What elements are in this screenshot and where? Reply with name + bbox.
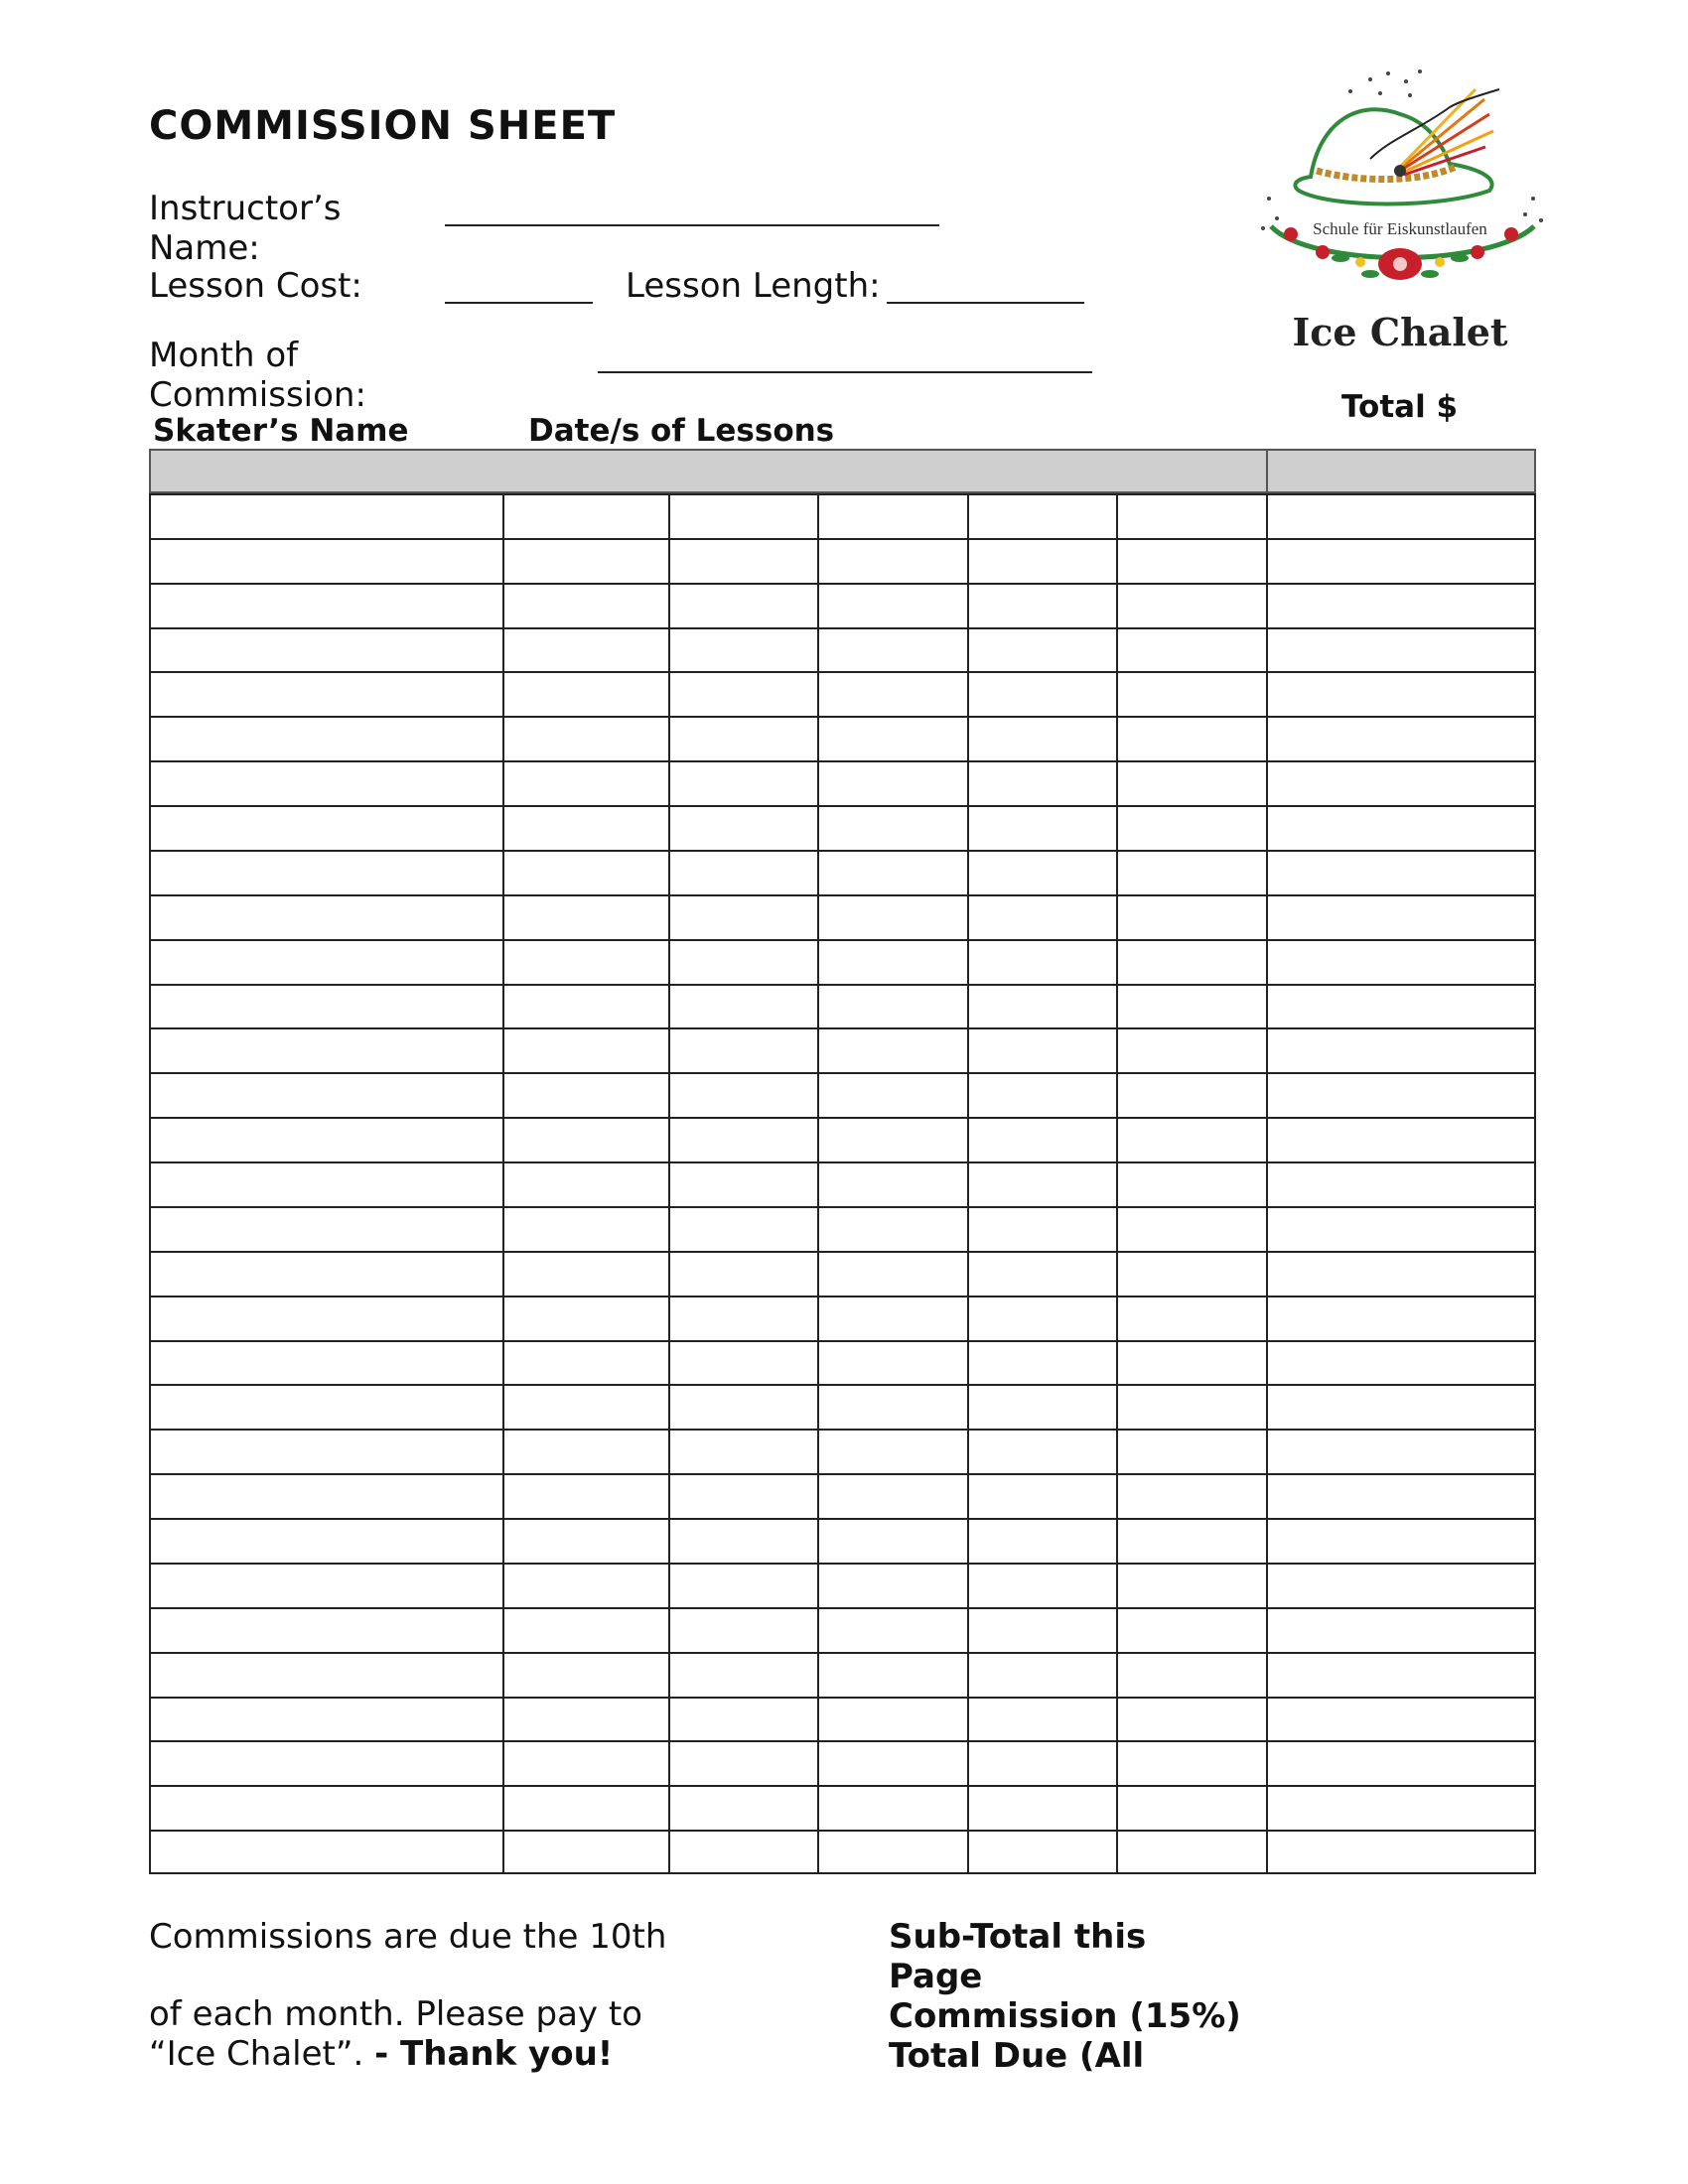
lesson-date-cell[interactable] — [969, 1386, 1116, 1429]
lesson-date-cell[interactable] — [969, 629, 1116, 672]
footer-note-line3-plain: “Ice Chalet”. — [149, 2034, 375, 2074]
skater-name-cell[interactable] — [151, 540, 502, 583]
lesson-date-cell[interactable] — [670, 673, 817, 716]
lesson-date-cell[interactable] — [819, 1342, 967, 1385]
lesson-date-cell[interactable] — [819, 1208, 967, 1251]
footer-note-line3 — [149, 2034, 666, 2074]
skater-name-cell[interactable] — [151, 1029, 502, 1072]
lesson-date-cell[interactable] — [670, 1787, 817, 1830]
total-cell[interactable] — [1268, 1074, 1534, 1117]
lesson-date-cell[interactable] — [670, 1297, 817, 1340]
lesson-date-cell[interactable] — [969, 540, 1116, 583]
lesson-date-cell[interactable] — [1118, 1163, 1266, 1206]
skater-name-cell[interactable] — [151, 1832, 502, 1874]
lesson-date-cell[interactable] — [1118, 1832, 1266, 1874]
instructor-label — [149, 189, 341, 268]
lesson-date-cell[interactable] — [819, 762, 967, 805]
lesson-date-cell[interactable] — [670, 1520, 817, 1563]
lesson-date-cell[interactable] — [1118, 941, 1266, 984]
lesson-date-cell[interactable] — [969, 585, 1116, 627]
lesson-date-cell[interactable] — [670, 986, 817, 1028]
total-cell[interactable] — [1268, 1208, 1534, 1251]
footer-note-line2: of each month. Please pay to — [149, 1994, 642, 2034]
lesson-date-cell[interactable] — [504, 1520, 668, 1563]
col-header-dates: Date/s of Lessons — [528, 413, 835, 449]
lesson-date-cell[interactable] — [1118, 1119, 1266, 1161]
lesson-date-cell[interactable] — [670, 1342, 817, 1385]
total-cell[interactable] — [1268, 1742, 1534, 1785]
commission-label: Commission (15%) — [889, 1996, 1241, 2036]
lesson-date-cell[interactable] — [504, 495, 668, 538]
total-cell[interactable] — [1268, 1565, 1534, 1607]
lesson-date-cell[interactable] — [670, 540, 817, 583]
lesson-date-cell[interactable] — [1118, 852, 1266, 894]
lesson-date-cell[interactable] — [969, 1431, 1116, 1473]
lesson-date-cell[interactable] — [819, 1386, 967, 1429]
lesson-date-cell[interactable] — [819, 1163, 967, 1206]
lesson-date-cell[interactable] — [670, 1208, 817, 1251]
lesson-date-cell[interactable] — [504, 1208, 668, 1251]
instructor-label-line2: Name: — [149, 228, 260, 268]
lesson-date-cell[interactable] — [1118, 896, 1266, 939]
lesson-date-cell[interactable] — [504, 1431, 668, 1473]
lesson-date-cell[interactable] — [670, 585, 817, 627]
lesson-date-cell[interactable] — [1118, 495, 1266, 538]
total-cell[interactable] — [1268, 1386, 1534, 1429]
instructor-label-line1: Instructor’s — [149, 189, 342, 228]
lesson-date-cell[interactable] — [504, 629, 668, 672]
lesson-date-cell[interactable] — [819, 540, 967, 583]
lesson-date-cell[interactable] — [819, 896, 967, 939]
total-cell[interactable] — [1268, 762, 1534, 805]
skater-name-cell[interactable] — [151, 807, 502, 850]
total-cell[interactable] — [1268, 1342, 1534, 1385]
lesson-date-cell[interactable] — [819, 1742, 967, 1785]
total-cell[interactable] — [1268, 807, 1534, 850]
lesson-date-cell[interactable] — [819, 1119, 967, 1161]
lesson-date-cell[interactable] — [1118, 1654, 1266, 1697]
lesson-date-cell[interactable] — [1118, 718, 1266, 760]
skater-name-cell[interactable] — [151, 941, 502, 984]
lesson-date-cell[interactable] — [819, 941, 967, 984]
lesson-date-cell[interactable] — [969, 1609, 1116, 1652]
lesson-date-cell[interactable] — [819, 1029, 967, 1072]
lesson-date-cell[interactable] — [819, 1654, 967, 1697]
lesson-cost-label: Lesson Cost: — [149, 266, 362, 306]
lesson-date-cell[interactable] — [504, 762, 668, 805]
lesson-date-cell[interactable] — [670, 1609, 817, 1652]
total-cell[interactable] — [1268, 1787, 1534, 1830]
lesson-date-cell[interactable] — [1118, 540, 1266, 583]
subtotal-label-line1: Sub-Total this — [889, 1917, 1147, 1957]
lesson-date-cell[interactable] — [969, 1742, 1116, 1785]
lesson-date-cell[interactable] — [1118, 1742, 1266, 1785]
lesson-date-cell[interactable] — [969, 941, 1116, 984]
lesson-date-cell[interactable] — [670, 1431, 817, 1473]
lesson-date-cell[interactable] — [504, 1119, 668, 1161]
total-cell[interactable] — [1268, 540, 1534, 583]
lesson-date-cell[interactable] — [670, 852, 817, 894]
lessons-table — [149, 449, 1536, 1874]
skater-name-cell[interactable] — [151, 1431, 502, 1473]
lesson-date-cell[interactable] — [504, 540, 668, 583]
total-cell[interactable] — [1268, 1520, 1534, 1563]
hat-logo-icon — [1251, 60, 1549, 308]
lesson-date-cell[interactable] — [969, 1208, 1116, 1251]
instructor-name-field[interactable] — [445, 224, 939, 226]
lesson-date-cell[interactable] — [969, 1475, 1116, 1518]
footer-totals — [889, 1917, 1241, 2076]
total-cell[interactable] — [1268, 1029, 1534, 1072]
lesson-date-cell[interactable] — [670, 1163, 817, 1206]
lesson-date-cell[interactable] — [969, 1520, 1116, 1563]
skater-name-cell[interactable] — [151, 762, 502, 805]
lesson-date-cell[interactable] — [819, 1475, 967, 1518]
skater-name-cell[interactable] — [151, 585, 502, 627]
lesson-date-cell[interactable] — [1118, 1208, 1266, 1251]
lesson-date-cell[interactable] — [969, 1565, 1116, 1607]
total-cell[interactable] — [1268, 1609, 1534, 1652]
month-label-line1: Month of — [149, 336, 299, 375]
lesson-date-cell[interactable] — [504, 896, 668, 939]
lesson-date-cell[interactable] — [969, 762, 1116, 805]
lesson-date-cell[interactable] — [1118, 585, 1266, 627]
total-cell[interactable] — [1268, 1654, 1534, 1697]
lesson-date-cell[interactable] — [969, 1787, 1116, 1830]
total-cell[interactable] — [1268, 1475, 1534, 1518]
lesson-date-cell[interactable] — [670, 941, 817, 984]
lesson-date-cell[interactable] — [504, 807, 668, 850]
lesson-length-field[interactable] — [887, 302, 1084, 304]
total-cell[interactable] — [1268, 986, 1534, 1028]
lesson-date-cell[interactable] — [504, 1832, 668, 1874]
month-label — [149, 336, 366, 415]
lesson-date-cell[interactable] — [969, 1832, 1116, 1874]
lesson-date-cell[interactable] — [1118, 762, 1266, 805]
lesson-date-cell[interactable] — [1118, 1431, 1266, 1473]
lesson-date-cell[interactable] — [504, 1565, 668, 1607]
lesson-date-cell[interactable] — [819, 1074, 967, 1117]
total-cell[interactable] — [1268, 673, 1534, 716]
skater-name-cell[interactable] — [151, 1475, 502, 1518]
total-cell[interactable] — [1268, 896, 1534, 939]
total-cell[interactable] — [1268, 941, 1534, 984]
lesson-date-cell[interactable] — [504, 585, 668, 627]
lesson-date-cell[interactable] — [670, 1386, 817, 1429]
lesson-date-cell[interactable] — [504, 1297, 668, 1340]
table-header-divider — [1266, 449, 1268, 493]
skater-name-cell[interactable] — [151, 1699, 502, 1741]
lesson-date-cell[interactable] — [969, 1074, 1116, 1117]
table-header-band — [149, 449, 1536, 493]
lesson-date-cell[interactable] — [969, 896, 1116, 939]
lesson-cost-field[interactable] — [445, 302, 593, 304]
lesson-date-cell[interactable] — [504, 1386, 668, 1429]
lesson-date-cell[interactable] — [969, 1699, 1116, 1741]
lesson-date-cell[interactable] — [504, 1074, 668, 1117]
lesson-date-cell[interactable] — [969, 495, 1116, 538]
skater-name-cell[interactable] — [151, 1342, 502, 1385]
total-cell[interactable] — [1268, 1119, 1534, 1161]
skater-name-cell[interactable] — [151, 1609, 502, 1652]
month-label-line2: Commission: — [149, 375, 366, 415]
lesson-date-cell[interactable] — [969, 1119, 1116, 1161]
lesson-date-cell[interactable] — [1118, 1475, 1266, 1518]
lesson-date-cell[interactable] — [819, 629, 967, 672]
lesson-date-cell[interactable] — [819, 1431, 967, 1473]
lesson-date-cell[interactable] — [819, 495, 967, 538]
total-cell[interactable] — [1268, 1163, 1534, 1206]
lesson-date-cell[interactable] — [504, 1654, 668, 1697]
lesson-date-cell[interactable] — [819, 1520, 967, 1563]
skater-name-cell[interactable] — [151, 896, 502, 939]
lesson-date-cell[interactable] — [969, 718, 1116, 760]
lesson-date-cell[interactable] — [504, 1029, 668, 1072]
lesson-date-cell[interactable] — [1118, 1342, 1266, 1385]
lesson-date-cell[interactable] — [504, 1342, 668, 1385]
skater-name-cell[interactable] — [151, 1565, 502, 1607]
lesson-date-cell[interactable] — [819, 807, 967, 850]
lesson-date-cell[interactable] — [1118, 629, 1266, 672]
total-due-label: Total Due (All — [889, 2036, 1145, 2076]
skater-name-cell[interactable] — [151, 718, 502, 760]
lesson-date-cell[interactable] — [969, 673, 1116, 716]
skater-name-cell[interactable] — [151, 1297, 502, 1340]
lesson-date-cell[interactable] — [969, 1163, 1116, 1206]
skater-name-cell[interactable] — [151, 673, 502, 716]
lesson-date-cell[interactable] — [670, 807, 817, 850]
subtotal-label-line2: Page — [889, 1957, 983, 1996]
lesson-date-cell[interactable] — [670, 1074, 817, 1117]
skater-name-cell[interactable] — [151, 852, 502, 894]
lesson-date-cell[interactable] — [504, 1787, 668, 1830]
lesson-date-cell[interactable] — [819, 1832, 967, 1874]
lesson-date-cell[interactable] — [1118, 1386, 1266, 1429]
lesson-date-cell[interactable] — [504, 673, 668, 716]
lesson-date-cell[interactable] — [969, 1654, 1116, 1697]
lesson-date-cell[interactable] — [819, 986, 967, 1028]
skater-name-cell[interactable] — [151, 495, 502, 538]
lesson-date-cell[interactable] — [504, 1253, 668, 1296]
lesson-date-cell[interactable] — [969, 1342, 1116, 1385]
lesson-date-cell[interactable] — [670, 1253, 817, 1296]
lesson-date-cell[interactable] — [819, 585, 967, 627]
total-cell[interactable] — [1268, 629, 1534, 672]
lesson-date-cell[interactable] — [1118, 807, 1266, 850]
total-cell[interactable] — [1268, 1699, 1534, 1741]
lesson-date-cell[interactable] — [969, 852, 1116, 894]
footer-note — [149, 1917, 666, 2074]
logo-school-text: Schule für Eiskunstlaufen — [1313, 219, 1487, 238]
lesson-date-cell[interactable] — [670, 495, 817, 538]
month-field[interactable] — [598, 371, 1092, 373]
lesson-date-cell[interactable] — [670, 1029, 817, 1072]
lesson-date-cell[interactable] — [504, 1699, 668, 1741]
skater-name-cell[interactable] — [151, 629, 502, 672]
lesson-date-cell[interactable] — [670, 1742, 817, 1785]
lesson-date-cell[interactable] — [670, 718, 817, 760]
lesson-date-cell[interactable] — [1118, 1520, 1266, 1563]
footer-note-line1: Commissions are due the 10th — [149, 1917, 667, 1957]
lesson-date-cell[interactable] — [504, 852, 668, 894]
skater-name-cell[interactable] — [151, 1386, 502, 1429]
lesson-length-label: Lesson Length: — [626, 266, 881, 306]
lesson-date-cell[interactable] — [504, 1742, 668, 1785]
lesson-date-cell[interactable] — [819, 1297, 967, 1340]
lesson-date-cell[interactable] — [969, 1029, 1116, 1072]
total-cell[interactable] — [1268, 852, 1534, 894]
lesson-date-cell[interactable] — [1118, 1297, 1266, 1340]
lesson-date-cell[interactable] — [670, 1119, 817, 1161]
lesson-date-cell[interactable] — [819, 1253, 967, 1296]
lesson-date-cell[interactable] — [504, 986, 668, 1028]
lesson-date-cell[interactable] — [969, 1253, 1116, 1296]
lesson-date-cell[interactable] — [969, 1297, 1116, 1340]
col-header-total: Total $ — [1341, 389, 1459, 425]
lesson-date-cell[interactable] — [670, 1699, 817, 1741]
lesson-date-cell[interactable] — [819, 1565, 967, 1607]
lesson-date-cell[interactable] — [670, 1654, 817, 1697]
lesson-date-cell[interactable] — [670, 1475, 817, 1518]
lesson-date-cell[interactable] — [819, 1609, 967, 1652]
total-cell[interactable] — [1268, 1297, 1534, 1340]
lesson-date-cell[interactable] — [504, 941, 668, 984]
col-header-skater: Skater’s Name — [153, 413, 409, 449]
lesson-date-cell[interactable] — [670, 762, 817, 805]
lesson-date-cell[interactable] — [819, 1787, 967, 1830]
lesson-date-cell[interactable] — [819, 718, 967, 760]
skater-name-cell[interactable] — [151, 1520, 502, 1563]
lesson-date-cell[interactable] — [1118, 1787, 1266, 1830]
lesson-date-cell[interactable] — [969, 986, 1116, 1028]
lesson-date-cell[interactable] — [819, 673, 967, 716]
lesson-date-cell[interactable] — [1118, 1609, 1266, 1652]
table-column-line — [1534, 493, 1536, 1874]
total-cell[interactable] — [1268, 1431, 1534, 1473]
skater-name-cell[interactable] — [151, 1253, 502, 1296]
page-title: COMMISSION SHEET — [149, 103, 617, 149]
lesson-date-cell[interactable] — [504, 1475, 668, 1518]
skater-name-cell[interactable] — [151, 1119, 502, 1161]
lesson-date-cell[interactable] — [670, 896, 817, 939]
lesson-date-cell[interactable] — [670, 629, 817, 672]
total-cell[interactable] — [1268, 718, 1534, 760]
footer-thank-you: - Thank you! — [374, 2034, 614, 2074]
lesson-date-cell[interactable] — [1118, 673, 1266, 716]
skater-name-cell[interactable] — [151, 1208, 502, 1251]
lesson-date-cell[interactable] — [1118, 1074, 1266, 1117]
lesson-date-cell[interactable] — [969, 807, 1116, 850]
lesson-date-cell[interactable] — [504, 718, 668, 760]
lesson-date-cell[interactable] — [504, 1163, 668, 1206]
total-cell[interactable] — [1268, 1253, 1534, 1296]
lesson-date-cell[interactable] — [504, 1609, 668, 1652]
skater-name-cell[interactable] — [151, 1787, 502, 1830]
lesson-date-cell[interactable] — [819, 852, 967, 894]
lesson-date-cell[interactable] — [1118, 1029, 1266, 1072]
lesson-date-cell[interactable] — [819, 1699, 967, 1741]
total-cell[interactable] — [1268, 495, 1534, 538]
lesson-date-cell[interactable] — [1118, 1699, 1266, 1741]
total-cell[interactable] — [1268, 585, 1534, 627]
skater-name-cell[interactable] — [151, 1654, 502, 1697]
lesson-date-cell[interactable] — [670, 1832, 817, 1874]
skater-name-cell[interactable] — [151, 1074, 502, 1117]
lesson-date-cell[interactable] — [1118, 1253, 1266, 1296]
skater-name-cell[interactable] — [151, 1742, 502, 1785]
lesson-date-cell[interactable] — [670, 1565, 817, 1607]
skater-name-cell[interactable] — [151, 1163, 502, 1206]
total-cell[interactable] — [1268, 1832, 1534, 1874]
lesson-date-cell[interactable] — [1118, 1565, 1266, 1607]
skater-name-cell[interactable] — [151, 986, 502, 1028]
lesson-date-cell[interactable] — [1118, 986, 1266, 1028]
ice-chalet-logo — [1251, 60, 1549, 377]
logo-brand-text: Ice Chalet — [1292, 310, 1508, 354]
